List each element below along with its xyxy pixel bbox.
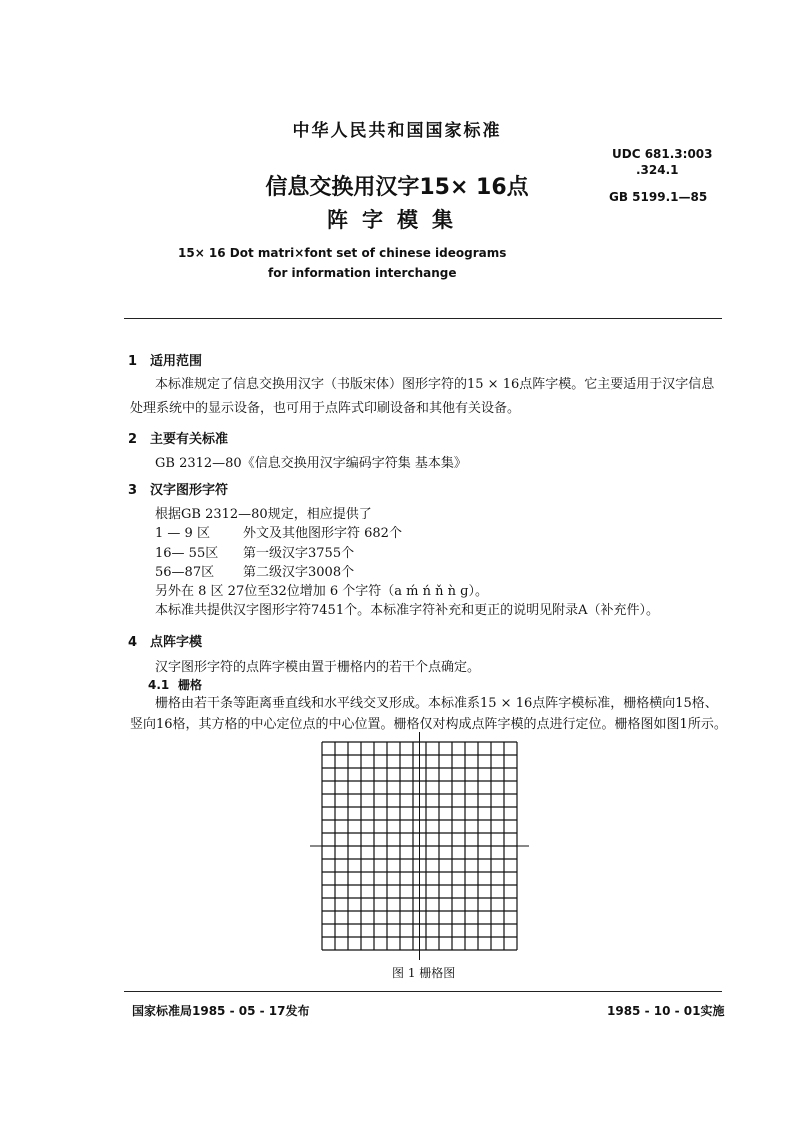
zone-range: 1 — 9 区 [155,526,210,541]
section-title: 点阵字模 [150,635,203,650]
section-1-heading [128,350,202,369]
zone-description: 第一级汉字3755个 [243,546,355,561]
zone-row [155,542,354,561]
zone-row [155,561,354,580]
english-title-line-2: for information interchange [268,266,457,280]
figure-caption: 图 1 栅格图 [392,966,456,980]
effective-date: 1985 - 10 - 01实施 [607,1004,725,1018]
section-number: 3 [128,483,138,498]
section-number: 1 [128,354,138,369]
subsection-4-1-text-line-1: 栅格由若干条等距离垂直线和水平线交叉形成。本标准系15 × 16点阵字模标准，栅格横向15格、 [155,696,718,711]
section-4-heading [128,631,202,650]
section-3-heading [128,479,228,498]
subsection-title: 栅格 [178,678,203,692]
gb-number: GB 5199.1—85 [609,190,708,204]
section-title: 汉字图形字符 [150,483,229,498]
section-2-text: GB 2312—80《信息交换用汉字编码字符集 基本集》 [155,456,467,471]
section-1-text-line-1: 本标准规定了信息交换用汉字（书版宋体）图形字符的15 × 16点阵字模。它主要适用于汉字信息 [155,377,715,392]
footer-divider [124,991,722,992]
section-1-text-line-2: 处理系统中的显示设备，也可用于点阵式印刷设备和其他有关设备。 [130,401,521,416]
zone-description: 第二级汉字3008个 [243,565,355,580]
dot-matrix-grid-figure [308,732,538,960]
zone-description: 外文及其他图形字符 682个 [243,526,402,541]
subsection-4-1-heading [148,676,202,693]
section-2-heading [128,428,228,447]
zone-range: 16— 55区 [155,546,219,561]
issue-date: 国家标准局1985 - 05 - 17发布 [132,1004,310,1018]
english-title-line-1: 15× 16 Dot matri×font set of chinese ideograms [178,246,507,260]
zone-row [155,522,402,541]
section-number: 4 [128,635,138,650]
section-3-intro: 根据GB 2312—80规定，相应提供了 [155,507,372,522]
subsection-4-1-text-line-2: 竖向16格，其方格的中心定位点的中心位置。栅格仅对构成点阵字模的点进行定位。栅格图如图1所示。 [130,717,727,732]
standard-organization: 中华人民共和国国家标准 [292,121,502,141]
udc-line-2: .324.1 [636,163,679,177]
document-title: 信息交换用汉字15× 16点 [265,175,529,200]
document-subtitle: 阵字模集 [327,208,467,232]
section-number: 2 [128,432,138,447]
section-title: 适用范围 [150,354,203,369]
udc-line-1: UDC 681.3:003 [612,147,713,161]
subsection-number: 4.1 [148,678,170,692]
section-3-total: 本标准共提供汉字图形字符7451个。本标准字符补充和更正的说明见附录A（补充件）。 [155,603,659,618]
section-4-text: 汉字图形字符的点阵字模由置于栅格内的若干个点确定。 [155,660,481,675]
zone-range: 56—87区 [155,565,215,580]
section-3-extra-characters: 另外在 8 区 27位至32位增加 6 个字符（a ḿ ń ň ǹ ɡ）。 [155,584,488,599]
section-title: 主要有关标准 [150,432,229,447]
header-divider [124,318,722,319]
